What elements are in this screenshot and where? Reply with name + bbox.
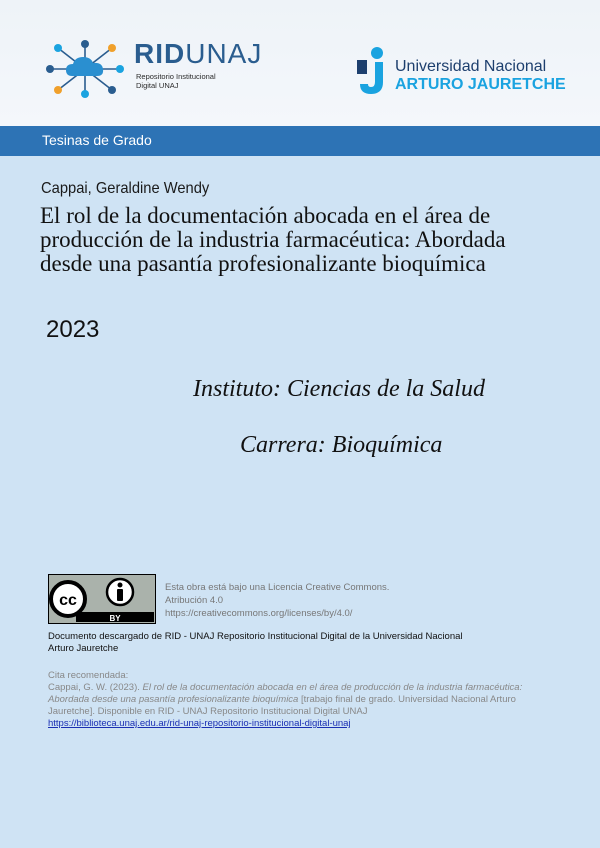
- cc-by-label: BY: [109, 614, 121, 623]
- citation-title: El rol de la documentación abocada en el área de producción de la industria farmacéutica: Abordada desde una pasantía profesionalizante bioquímica: [48, 682, 523, 705]
- citation-prefix: Cappai, G. W. (2023).: [48, 682, 143, 693]
- collection-label: Tesinas de Grado: [42, 132, 152, 148]
- download-note: Documento descargado de RID - UNAJ Repositorio Institucional Digital de la Universidad Nacional Arturo Jauretche: [48, 631, 463, 654]
- unaj-logo: [357, 46, 567, 96]
- document-author: Cappai, Geraldine Wendy: [41, 180, 210, 197]
- collection-band: [0, 126, 600, 156]
- citation-suffix: [trabajo final de grado. Universidad Nacional Arturo Jauretche]. Disponible en RID - UNAJ Repositorio Institucional Digital UNAJ: [48, 694, 516, 717]
- citation-label: Cita recomendada:: [48, 670, 129, 681]
- svg-text:cc: cc: [59, 592, 77, 609]
- unaj-name-line1: Universidad Nacional: [395, 58, 547, 75]
- rid-unaj-logo: [44, 38, 264, 100]
- unaj-name-line2: ARTURO JAURETCHE: [395, 76, 566, 93]
- rid-subtitle: Repositorio Institucional Digital UNAJ: [136, 72, 216, 90]
- cloud-network-icon: [44, 38, 126, 100]
- page-header: [0, 0, 600, 126]
- document-carrera: Carrera: Bioquímica: [240, 432, 443, 458]
- citation-link[interactable]: https://biblioteca.unaj.edu.ar/rid-unaj-repositorio-institucional-digital-unaj: [48, 718, 351, 729]
- cc-by-badge: [48, 574, 156, 624]
- citation-block: [48, 670, 548, 730]
- document-title: El rol de la documentación abocada en el área de producción de la industria farmacéutica: Abordada desde una pasantía profesionalizante bioquímica: [40, 203, 506, 276]
- document-instituto: Instituto: Ciencias de la Salud: [193, 376, 485, 402]
- license-text: Esta obra está bajo una Licencia Creative Commons. Atribución 4.0 https://creativecommons.org/licenses/by/4.0/: [165, 582, 390, 619]
- rid-brand-text: RIDUNAJ: [134, 38, 263, 69]
- unaj-j-logo: [357, 46, 389, 96]
- document-year: 2023: [46, 316, 100, 343]
